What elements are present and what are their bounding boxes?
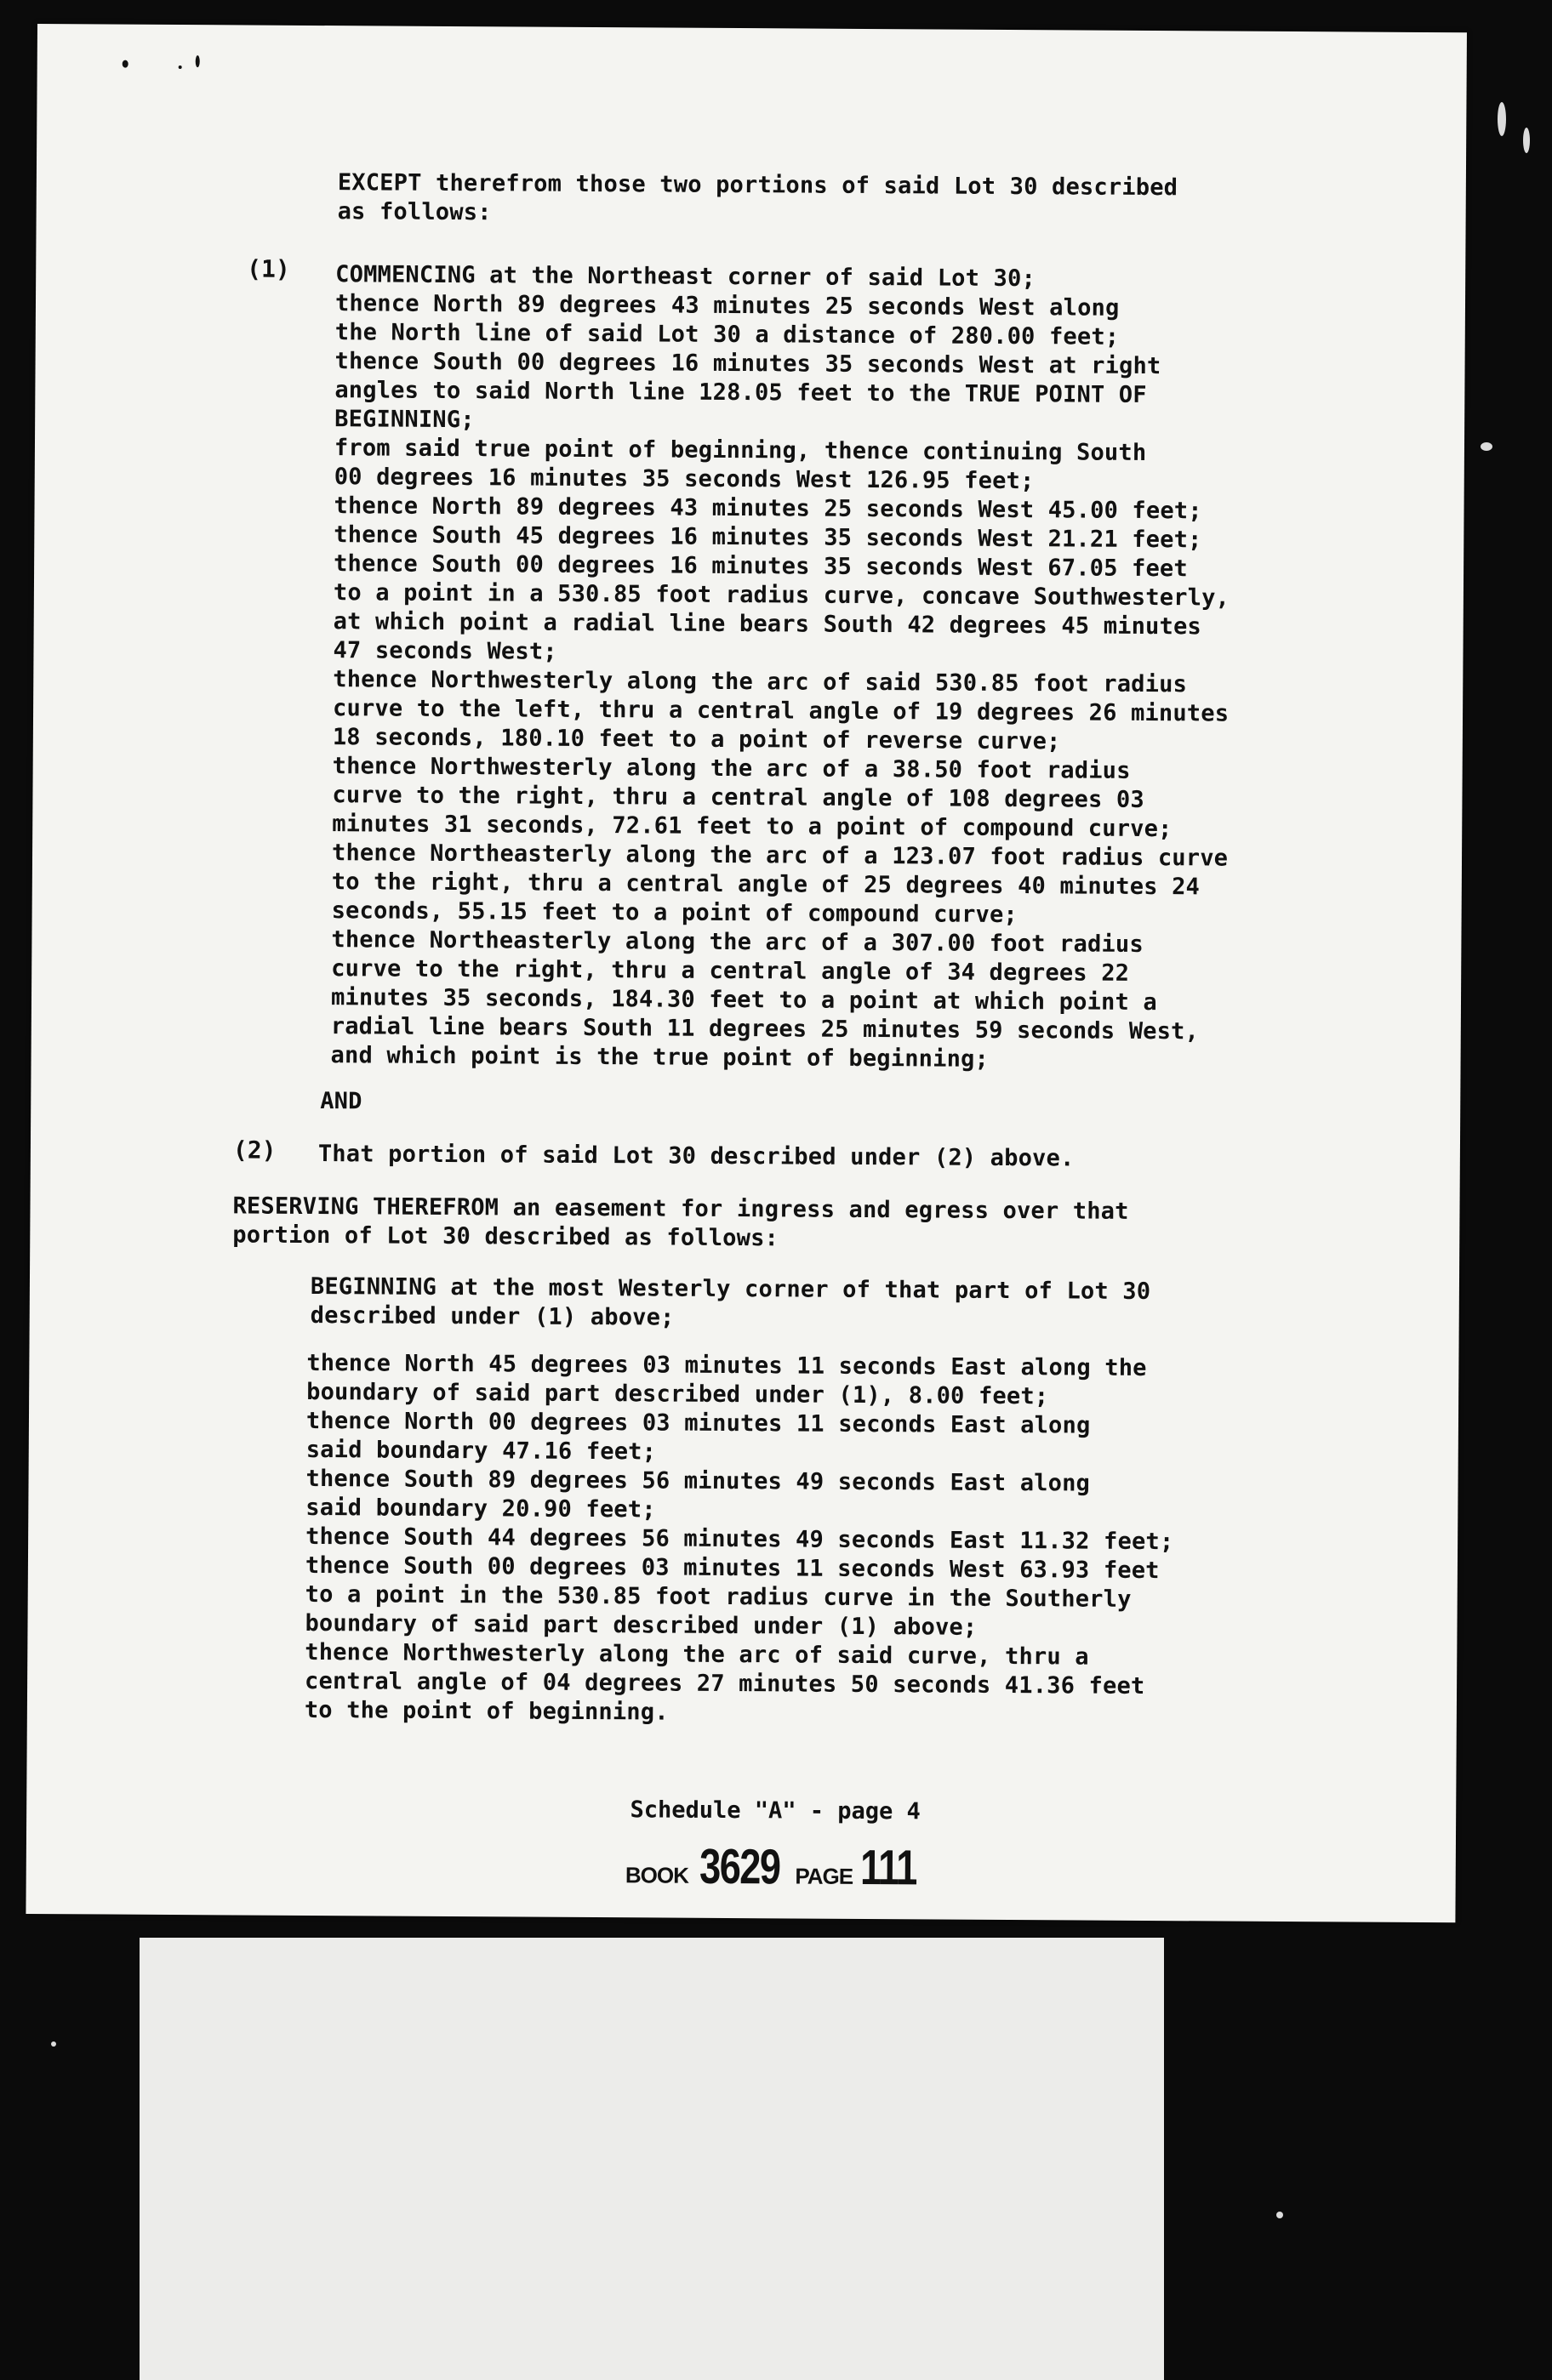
easement-courses: thence North 45 degrees 03 minutes 11 seconds East along the boundary of said part described under (1), 8.00 feet; thence North 00 degrees 03 minutes 11 seconds East along said boundary 47.16 feet; thence South 89 degrees 56 minutes 49 seconds East along said boundary 20.90 feet; thence South 44 degrees 56 minutes 49 seconds East 11.32 feet; thence South 00 degrees 03 minutes 11 seconds West 63.93 feet to a point in the 530.85 foot radius curve in the Southerly boundary of said part described under (1) above; thence Northwesterly along the arc of said curve, thru a central angle of 04 degrees 27 minutes 50 seconds 41.36 feet to the point of beginning. <box>304 1349 1174 1726</box>
schedule-page-label: Schedule "A" - page 4 <box>630 1796 921 1825</box>
part-1-marker: (1) <box>247 254 290 283</box>
part-2-marker: (2) <box>232 1136 277 1164</box>
part-1-description: COMMENCING at the Northeast corner of said Lot 30; thence North 89 degrees 43 minutes 25 seconds West along the North line of said Lot 30 a distance of 280.00 feet; thence South 00 degrees 16 minutes 35 seconds West at right angles to said North line 128.05 feet to the TRUE POINT OF BEGINNING; from said true point of beginning, thence continuing South 00 degrees 16 minutes 35 seconds West 126.95 feet; thence North 89 degrees 43 minutes 25 seconds West 45.00 feet; thence South 45 degrees 16 minutes 35 seconds West 21.21 feet; thence South 00 degrees 16 minutes 35 seconds West 67.05 feet to a point in a 530.85 foot radius curve, concave Southwesterly, at which point a radial line bears South 42 degrees 45 minutes 47 seconds West; thence Northwesterly along the arc of said 530.85 foot radius curve to the left, thru a central angle of 19 degrees 26 minutes 18 seconds, 180.10 feet to a point of reverse curve; thence Northwesterly along the arc of a 38.50 foot radius curve to the right, thru a central angle of 108 degrees 03 minutes 31 seconds, 72.61 feet to a point of compound curve; thence Northeasterly along the arc of a 123.07 foot radius curve to the right, thru a central angle of 25 degrees 40 minutes 24 seconds, 55.15 feet to a point of compound curve; thence Northeasterly along the arc of a 307.00 foot radius curve to the right, thru a central angle of 34 degrees 22 minutes 35 seconds, 184.30 feet to a point at which point a radial line bears South 11 degrees 25 minutes 59 seconds West, and which point is the true point of beginning; <box>330 261 1230 1073</box>
underlying-page <box>140 1938 1164 2380</box>
book-label: BOOK <box>625 1862 688 1888</box>
ink-spot <box>123 60 128 68</box>
scan-speck <box>51 2041 56 2047</box>
reserving-paragraph: RESERVING THEREFROM an easement for ingress and egress over that portion of Lot 30 described as follows: <box>232 1193 1129 1252</box>
ink-spot <box>179 65 182 69</box>
scan-speck <box>1276 2212 1283 2218</box>
document-page <box>26 24 1467 1922</box>
intro-paragraph: EXCEPT therefrom those two portions of said Lot 30 described as follows: <box>337 169 1178 226</box>
ink-spot <box>196 55 200 67</box>
page-number: 111 <box>860 1839 917 1896</box>
scan-speck <box>1498 102 1506 136</box>
scan-speck <box>1523 128 1530 153</box>
book-page-stamp <box>60 1834 1490 1899</box>
book-number: 3629 <box>699 1838 780 1895</box>
page-label: PAGE <box>795 1863 853 1889</box>
part-2-description: That portion of said Lot 30 described under (2) above. <box>317 1141 1075 1172</box>
part-1-and: AND <box>320 1088 362 1115</box>
scan-speck <box>1481 442 1492 451</box>
easement-beginning: BEGINNING at the most Westerly corner of that part of Lot 30 described under (1) above; <box>310 1273 1151 1331</box>
